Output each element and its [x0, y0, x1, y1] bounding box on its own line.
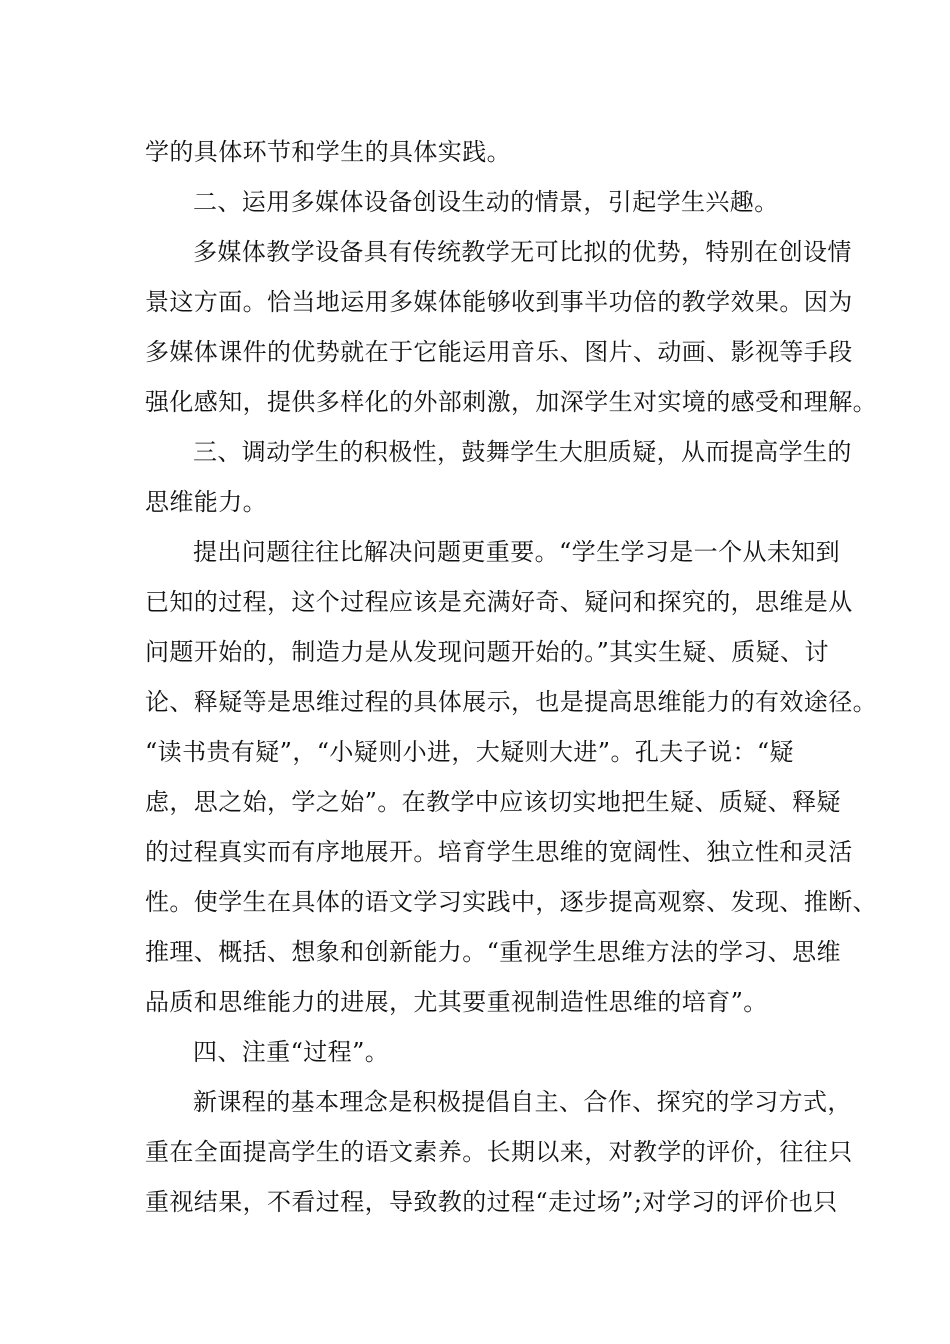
text-line: 多媒体课件的优势就在于它能运用音乐、图片、动画、影视等手段: [145, 338, 853, 366]
text-line: 学的具体环节和学生的具体实践。: [145, 138, 511, 166]
text-line: 提出问题往往比解决问题更重要。“学生学习是一个从未知到: [193, 538, 841, 566]
text-line: 论、释疑等是思维过程的具体展示，也是提高思维能力的有效途径。: [145, 688, 877, 716]
section-heading-2: 二、运用多媒体设备创设生动的情景，引起学生兴趣。: [193, 188, 779, 216]
section-heading-3-cont: 思维能力。: [145, 488, 267, 516]
text-line: 多媒体教学设备具有传统教学无可比拟的优势，特别在创设情: [193, 238, 852, 266]
text-line: 已知的过程，这个过程应该是充满好奇、疑问和探究的，思维是从: [145, 588, 853, 616]
text-line: 的过程真实而有序地展开。培育学生思维的宽阔性、独立性和灵活: [145, 838, 853, 866]
text-line: “读书贵有疑”，“小疑则小进，大疑则大进”。孔夫子说：“疑: [145, 738, 794, 766]
text-line: 品质和思维能力的进展，尤其要重视制造性思维的培育”。: [145, 988, 768, 1016]
text-line: 强化感知，提供多样化的外部刺激，加深学生对实境的感受和理解。: [145, 388, 877, 416]
section-heading-3: 三、调动学生的积极性，鼓舞学生大胆质疑，从而提高学生的: [193, 438, 852, 466]
text-line: 重在全面提高学生的语文素养。长期以来，对教学的评价，往往只: [145, 1138, 853, 1166]
text-line: 推理、概括、想象和创新能力。“重视学生思维方法的学习、思维: [145, 938, 841, 966]
text-line: 问题开始的，制造力是从发现问题开始的。”其实生疑、质疑、讨: [145, 638, 829, 666]
text-line: 性。使学生在具体的语文学习实践中，逐步提高观察、发现、推断、: [145, 888, 877, 916]
text-line: 重视结果，不看过程，导致教的过程“走过场”;对学习的评价也只: [145, 1188, 838, 1216]
section-heading-4: 四、注重“过程”。: [193, 1038, 390, 1066]
text-line: 虑，思之始，学之始”。在教学中应该切实地把生疑、质疑、释疑: [145, 788, 841, 816]
text-line: 景这方面。恰当地运用多媒体能够收到事半功倍的教学效果。因为: [145, 288, 853, 316]
text-line: 新课程的基本理念是积极提倡自主、合作、探究的学习方式，: [193, 1088, 852, 1116]
